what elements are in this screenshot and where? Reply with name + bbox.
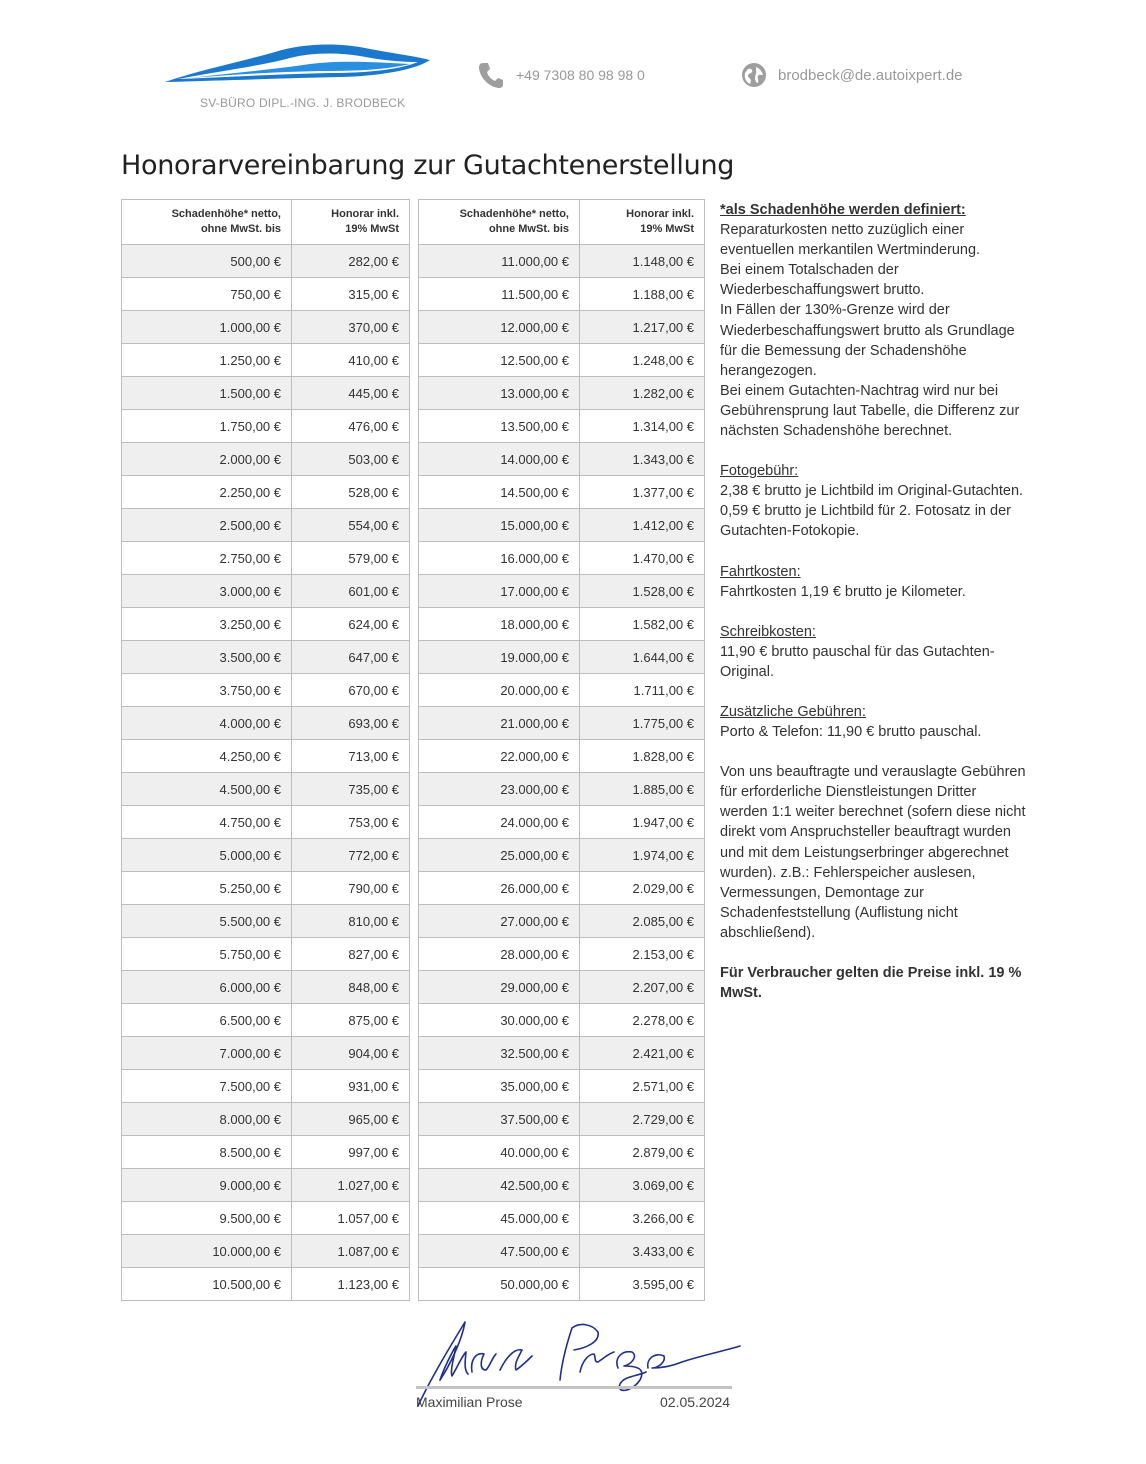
table-row (419, 608, 705, 641)
text-line: eventuellen merkantilen Wertminderung. (720, 242, 981, 259)
fee-cell: 790,00 € (292, 872, 410, 905)
damage-cell: 5.000,00 € (122, 839, 292, 872)
signer-name: Maximilian Prose (416, 1394, 523, 1410)
table-row (122, 377, 410, 410)
damage-cell: 11.000,00 € (419, 245, 580, 278)
fee-cell: 3.433,00 € (580, 1235, 705, 1268)
fee-cell: 3.069,00 € (580, 1169, 705, 1202)
damage-cell: 7.000,00 € (122, 1037, 292, 1070)
table-row (419, 641, 705, 674)
damage-cell: 14.500,00 € (419, 476, 580, 509)
damage-cell: 1.750,00 € (122, 410, 292, 443)
fee-cell: 1.828,00 € (580, 740, 705, 773)
table-row (419, 278, 705, 311)
fee-cell: 810,00 € (292, 905, 410, 938)
table-row (122, 509, 410, 542)
writing-cost-heading: Schreibkosten: (720, 623, 816, 640)
email-contact (742, 60, 963, 90)
column-header-damage: Schadenhöhe* netto, ohne MwSt. bis (122, 200, 292, 245)
damage-cell: 16.000,00 € (419, 542, 580, 575)
damage-cell: 25.000,00 € (419, 839, 580, 872)
damage-cell: 1.000,00 € (122, 311, 292, 344)
column-header-damage: Schadenhöhe* netto, ohne MwSt. bis (419, 200, 580, 245)
damage-cell: 6.500,00 € (122, 1004, 292, 1037)
damage-cell: 32.500,00 € (419, 1037, 580, 1070)
damage-cell: 19.000,00 € (419, 641, 580, 674)
fee-cell: 1.644,00 € (580, 641, 705, 674)
table-row (122, 245, 410, 278)
table-row (419, 938, 705, 971)
text-line: Von uns beauftragte und verauslagte Gebühren (720, 764, 1026, 781)
fee-cell: 370,00 € (292, 311, 410, 344)
fee-cell: 3.595,00 € (580, 1268, 705, 1301)
damage-cell: 50.000,00 € (419, 1268, 580, 1301)
damage-cell: 10.500,00 € (122, 1268, 292, 1301)
text-line: 0,59 € brutto je Lichtbild für 2. Fotosatz in der (720, 503, 1011, 520)
fee-cell: 503,00 € (292, 443, 410, 476)
fee-cell: 848,00 € (292, 971, 410, 1004)
damage-cell: 42.500,00 € (419, 1169, 580, 1202)
fee-cell: 282,00 € (292, 245, 410, 278)
fee-cell: 2.029,00 € (580, 872, 705, 905)
table-row (419, 1004, 705, 1037)
fee-cell: 1.528,00 € (580, 575, 705, 608)
travel-cost-text (720, 582, 1050, 602)
car-silhouette-logo (160, 40, 440, 90)
text-line: abschließend). (720, 924, 816, 941)
fee-cell: 772,00 € (292, 839, 410, 872)
table-row (419, 773, 705, 806)
definition-text (720, 220, 1050, 441)
text-line: Wiederbeschaffungswert brutto als Grundlage (720, 322, 1015, 339)
fee-cell: 1.947,00 € (580, 806, 705, 839)
text-line: für die Bemessung der Schadenshöhe (720, 342, 967, 359)
table-row (419, 509, 705, 542)
fee-cell: 827,00 € (292, 938, 410, 971)
signature-line (416, 1386, 732, 1389)
fee-cell: 875,00 € (292, 1004, 410, 1037)
fee-cell: 1.087,00 € (292, 1235, 410, 1268)
globe-icon (742, 63, 766, 87)
text-line: und mit dem Leistungserbringer abgerechnet (720, 844, 1009, 861)
damage-cell: 37.500,00 € (419, 1103, 580, 1136)
table-row (419, 344, 705, 377)
fee-cell: 1.217,00 € (580, 311, 705, 344)
table-row (122, 1037, 410, 1070)
fee-cell: 2.879,00 € (580, 1136, 705, 1169)
damage-cell: 500,00 € (122, 245, 292, 278)
fee-cell: 1.711,00 € (580, 674, 705, 707)
writing-cost-text (720, 642, 1050, 682)
table-row (122, 1268, 410, 1301)
text-line: wurden). z.B.: Fehlerspeicher auslesen, (720, 864, 976, 881)
damage-cell: 8.000,00 € (122, 1103, 292, 1136)
text-line: Porto & Telefon: 11,90 € brutto pauschal. (720, 724, 982, 741)
extra-fees-heading: Zusätzliche Gebühren: (720, 703, 866, 720)
damage-cell: 29.000,00 € (419, 971, 580, 1004)
table-row (122, 905, 410, 938)
table-row (122, 344, 410, 377)
fee-cell: 579,00 € (292, 542, 410, 575)
third-party-fees-text (720, 762, 1050, 943)
damage-cell: 4.750,00 € (122, 806, 292, 839)
fee-cell: 1.775,00 € (580, 707, 705, 740)
damage-cell: 12.500,00 € (419, 344, 580, 377)
damage-cell: 30.000,00 € (419, 1004, 580, 1037)
table-row (122, 608, 410, 641)
definition-heading: *als Schadenhöhe werden definiert: (720, 202, 966, 218)
damage-cell: 24.000,00 € (419, 806, 580, 839)
damage-cell: 7.500,00 € (122, 1070, 292, 1103)
table-row (122, 1202, 410, 1235)
table-row (419, 542, 705, 575)
damage-cell: 13.000,00 € (419, 377, 580, 410)
table-row (419, 1169, 705, 1202)
damage-cell: 4.250,00 € (122, 740, 292, 773)
text-line: In Fällen der 130%-Grenze wird der (720, 302, 950, 319)
table-row (122, 410, 410, 443)
fee-cell: 1.974,00 € (580, 839, 705, 872)
damage-cell: 27.000,00 € (419, 905, 580, 938)
damage-cell: 20.000,00 € (419, 674, 580, 707)
damage-cell: 14.000,00 € (419, 443, 580, 476)
fee-cell: 624,00 € (292, 608, 410, 641)
fee-cell: 2.421,00 € (580, 1037, 705, 1070)
fee-cell: 997,00 € (292, 1136, 410, 1169)
fee-cell: 2.085,00 € (580, 905, 705, 938)
email-address: brodbeck@de.autoixpert.de (778, 66, 963, 84)
table-row (122, 971, 410, 1004)
photo-fee-text (720, 481, 1050, 541)
damage-cell: 4.000,00 € (122, 707, 292, 740)
fee-cell: 693,00 € (292, 707, 410, 740)
text-line: für erforderliche Dienstleistungen Dritter (720, 784, 977, 801)
table-row (122, 311, 410, 344)
text-line: MwSt. (720, 985, 762, 1002)
table-row (419, 1070, 705, 1103)
consumer-price-note (720, 963, 1050, 1003)
table-row (419, 1268, 705, 1301)
fee-cell: 931,00 € (292, 1070, 410, 1103)
fee-cell: 1.148,00 € (580, 245, 705, 278)
table-row (122, 674, 410, 707)
fee-cell: 528,00 € (292, 476, 410, 509)
phone-icon (478, 61, 504, 89)
fee-cell: 904,00 € (292, 1037, 410, 1070)
terms-notes (720, 200, 1050, 1003)
fee-table-right (418, 199, 705, 1301)
damage-cell: 28.000,00 € (419, 938, 580, 971)
damage-cell: 1.500,00 € (122, 377, 292, 410)
fee-cell: 735,00 € (292, 773, 410, 806)
table-row (122, 806, 410, 839)
table-row (122, 839, 410, 872)
damage-cell: 40.000,00 € (419, 1136, 580, 1169)
fee-cell: 445,00 € (292, 377, 410, 410)
fee-table-left (121, 199, 410, 1301)
company-name: SV-BÜRO DIPL.-ING. J. BRODBECK (200, 96, 406, 110)
fee-cell: 2.153,00 € (580, 938, 705, 971)
text-line: Gebührensprung laut Tabelle, die Differenz zur (720, 402, 1020, 419)
fee-cell: 1.188,00 € (580, 278, 705, 311)
table-row (122, 1070, 410, 1103)
damage-cell: 4.500,00 € (122, 773, 292, 806)
text-line: 11,90 € brutto pauschal für das Gutachten- (720, 643, 995, 660)
damage-cell: 35.000,00 € (419, 1070, 580, 1103)
fee-cell: 1.343,00 € (580, 443, 705, 476)
table-row (419, 476, 705, 509)
fee-cell: 601,00 € (292, 575, 410, 608)
fee-cell: 1.248,00 € (580, 344, 705, 377)
text-line: Vermessungen, Demontage zur (720, 884, 924, 901)
table-row (419, 872, 705, 905)
damage-cell: 13.500,00 € (419, 410, 580, 443)
damage-cell: 22.000,00 € (419, 740, 580, 773)
damage-cell: 5.750,00 € (122, 938, 292, 971)
fee-cell: 3.266,00 € (580, 1202, 705, 1235)
fee-cell: 670,00 € (292, 674, 410, 707)
damage-cell: 21.000,00 € (419, 707, 580, 740)
table-row (419, 575, 705, 608)
table-row (419, 707, 705, 740)
table-row (419, 1037, 705, 1070)
fee-cell: 1.412,00 € (580, 509, 705, 542)
table-row (419, 905, 705, 938)
text-line: Schadenfeststellung (Auflistung nicht (720, 904, 958, 921)
column-header-fee: Honorar inkl. 19% MwSt (292, 200, 410, 245)
damage-cell: 2.750,00 € (122, 542, 292, 575)
damage-cell: 1.250,00 € (122, 344, 292, 377)
company-logo (160, 40, 440, 115)
page-title: Honorarvereinbarung zur Gutachtenerstellung (121, 150, 735, 181)
text-line: 2,38 € brutto je Lichtbild im Original-Gutachten. (720, 483, 1024, 500)
table-row (122, 740, 410, 773)
damage-cell: 9.000,00 € (122, 1169, 292, 1202)
damage-cell: 15.000,00 € (419, 509, 580, 542)
fee-cell: 1.123,00 € (292, 1268, 410, 1301)
fee-cell: 2.729,00 € (580, 1103, 705, 1136)
damage-cell: 45.000,00 € (419, 1202, 580, 1235)
table-row (419, 1103, 705, 1136)
fee-cell: 1.027,00 € (292, 1169, 410, 1202)
fee-cell: 1.314,00 € (580, 410, 705, 443)
damage-cell: 10.000,00 € (122, 1235, 292, 1268)
damage-cell: 3.500,00 € (122, 641, 292, 674)
text-line: Fahrtkosten 1,19 € brutto je Kilometer. (720, 583, 966, 600)
text-line: Für Verbraucher gelten die Preise inkl. 19 % (720, 965, 1022, 981)
fee-cell: 1.377,00 € (580, 476, 705, 509)
table-row (122, 641, 410, 674)
text-line: nächsten Schadenshöhe berechnet. (720, 423, 953, 440)
text-line: Bei einem Totalschaden der (720, 262, 899, 279)
fee-cell: 1.057,00 € (292, 1202, 410, 1235)
table-row (122, 575, 410, 608)
phone-number: +49 7308 80 98 98 0 (516, 67, 645, 83)
table-row (419, 806, 705, 839)
table-row (122, 1136, 410, 1169)
table-row (419, 740, 705, 773)
phone-contact (478, 60, 645, 90)
text-line: Gutachten-Fotokopie. (720, 523, 860, 540)
fee-cell: 1.885,00 € (580, 773, 705, 806)
table-row (122, 872, 410, 905)
text-line: Bei einem Gutachten-Nachtrag wird nur bei (720, 382, 999, 399)
table-row (419, 839, 705, 872)
fee-cell: 476,00 € (292, 410, 410, 443)
damage-cell: 26.000,00 € (419, 872, 580, 905)
damage-cell: 3.250,00 € (122, 608, 292, 641)
table-row (419, 311, 705, 344)
damage-cell: 5.500,00 € (122, 905, 292, 938)
fee-cell: 1.470,00 € (580, 542, 705, 575)
text-line: herangezogen. (720, 362, 817, 379)
fee-cell: 2.207,00 € (580, 971, 705, 1004)
table-row (419, 1235, 705, 1268)
damage-cell: 5.250,00 € (122, 872, 292, 905)
damage-cell: 18.000,00 € (419, 608, 580, 641)
table-row (122, 1169, 410, 1202)
column-header-fee: Honorar inkl. 19% MwSt (580, 200, 705, 245)
damage-cell: 2.250,00 € (122, 476, 292, 509)
fee-cell: 315,00 € (292, 278, 410, 311)
table-row (122, 476, 410, 509)
table-row (419, 1202, 705, 1235)
table-row (122, 707, 410, 740)
table-row (419, 674, 705, 707)
table-row (122, 1103, 410, 1136)
table-row (122, 1004, 410, 1037)
fee-cell: 1.582,00 € (580, 608, 705, 641)
damage-cell: 11.500,00 € (419, 278, 580, 311)
damage-cell: 6.000,00 € (122, 971, 292, 1004)
text-line: direkt vom Anspruchsteller beauftragt wurden (720, 824, 1011, 841)
damage-cell: 23.000,00 € (419, 773, 580, 806)
table-row (122, 443, 410, 476)
table-row (419, 245, 705, 278)
text-line: Wiederbeschaffungswert brutto. (720, 282, 925, 299)
fee-cell: 753,00 € (292, 806, 410, 839)
table-row (419, 377, 705, 410)
signature-date: 02.05.2024 (660, 1394, 731, 1410)
table-row (122, 773, 410, 806)
text-line: Original. (720, 663, 774, 680)
fee-cell: 410,00 € (292, 344, 410, 377)
fee-cell: 647,00 € (292, 641, 410, 674)
table-row (419, 410, 705, 443)
table-row (122, 542, 410, 575)
travel-cost-heading: Fahrtkosten: (720, 563, 801, 580)
damage-cell: 17.000,00 € (419, 575, 580, 608)
text-line: Reparaturkosten netto zuzüglich einer (720, 222, 965, 239)
fee-cell: 2.278,00 € (580, 1004, 705, 1037)
table-row (419, 971, 705, 1004)
table-row (122, 278, 410, 311)
extra-fees-text (720, 722, 1050, 742)
fee-cell: 554,00 € (292, 509, 410, 542)
fee-cell: 713,00 € (292, 740, 410, 773)
photo-fee-heading: Fotogebühr: (720, 463, 799, 480)
fee-cell: 965,00 € (292, 1103, 410, 1136)
damage-cell: 2.500,00 € (122, 509, 292, 542)
damage-cell: 47.500,00 € (419, 1235, 580, 1268)
text-line: werden 1:1 weiter berechnet (sofern diese nicht (720, 804, 1026, 821)
damage-cell: 3.750,00 € (122, 674, 292, 707)
table-row (122, 1235, 410, 1268)
damage-cell: 8.500,00 € (122, 1136, 292, 1169)
damage-cell: 3.000,00 € (122, 575, 292, 608)
table-row (419, 1136, 705, 1169)
damage-cell: 750,00 € (122, 278, 292, 311)
table-row (122, 938, 410, 971)
fee-cell: 2.571,00 € (580, 1070, 705, 1103)
damage-cell: 12.000,00 € (419, 311, 580, 344)
table-row (419, 443, 705, 476)
damage-cell: 9.500,00 € (122, 1202, 292, 1235)
fee-cell: 1.282,00 € (580, 377, 705, 410)
damage-cell: 2.000,00 € (122, 443, 292, 476)
